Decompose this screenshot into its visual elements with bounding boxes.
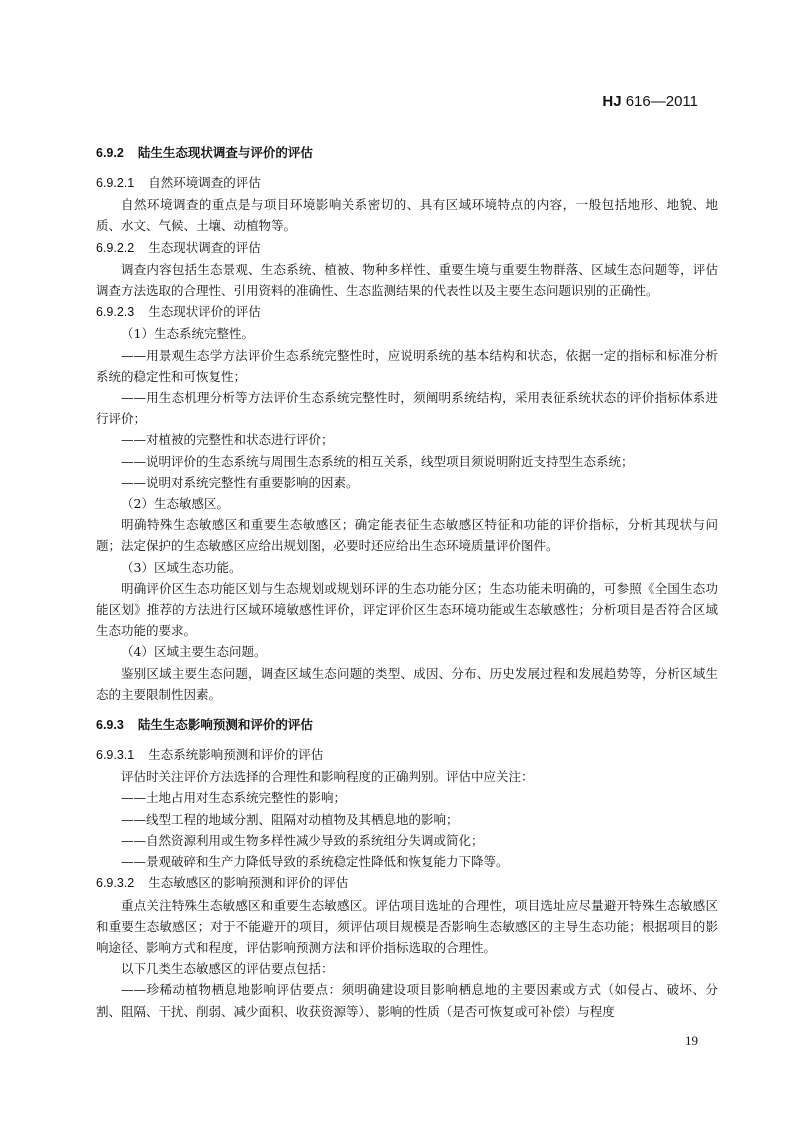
paragraph: 评估时关注评价方法选择的合理性和影响程度的正确判别。评估中应关注： <box>121 769 534 785</box>
paragraph: 以下几类生态敏感区的评估要点包括： <box>121 961 334 977</box>
standard-code: HJ <box>602 93 622 110</box>
section-title: 生态系统影响预测和评价的评估 <box>148 747 324 763</box>
dash-item: ——珍稀动植物栖息地影响评估要点：须明确建设项目影响栖息地的主要因素或方式（如侵占、破坏、分割、阻隔、干扰、削弱、减少面积、收获资源等）、影响的性质（是否可恢复或可补偿）与程度 <box>96 982 718 1019</box>
section-number: 6.9.2.2 <box>96 240 135 255</box>
section-title: 生态现状调查的评估 <box>148 239 261 255</box>
dash-item: ——线型工程的地域分割、阻隔对动植物及其栖息地的影响； <box>121 811 459 827</box>
list-item-heading: （1）生态系统完整性。 <box>121 326 254 342</box>
section-heading-6-9-2-2 <box>96 237 718 259</box>
paragraph: 调查内容包括生态景观、生态系统、植被、物种多样性、重要生境与重要生物群落、区域生态问题等，评估调查方法选取的合理性、引用资料的准确性、生态监测结果的代表性以及主要生态问题识别的正确性。 <box>96 261 718 299</box>
list-item-heading: （4）区域主要生态问题。 <box>121 644 267 660</box>
section-number: 6.9.2.3 <box>96 305 135 320</box>
paragraph: 鉴别区域主要生态问题，调查区域生态问题的类型、成因、分布、历史发展过程和发展趋势等，分析区域生态的主要限制性因素。 <box>96 665 718 702</box>
standard-number: 616—2011 <box>621 93 698 110</box>
document-body <box>96 142 718 1022</box>
list-item-heading: （3）区域生态功能。 <box>121 559 242 575</box>
section-number: 6.9.3 <box>96 718 124 733</box>
dash-item: ——说明对系统完整性有重要影响的因素。 <box>121 474 359 490</box>
section-title: 自然环境调查的评估 <box>148 175 261 190</box>
section-heading-6-9-3 <box>96 714 718 736</box>
section-number: 6.9.3.2 <box>96 876 135 891</box>
list-item-heading: （2）生态敏感区。 <box>121 496 229 512</box>
paragraph: 明确特殊生态敏感区和重要生态敏感区；确定能表征生态敏感区特征和功能的评价指标，分析其现状与问题；法定保护的生态敏感区应给出规划图，必要时还应给出生态环境质量评价图件。 <box>96 517 718 554</box>
page-header <box>602 93 698 110</box>
section-heading-6-9-3-1 <box>96 744 718 766</box>
paragraph: 重点关注特殊生态敏感区和重要生态敏感区。评估项目选址的合理性，项目选址应尽量避开特殊生态敏感区和重要生态敏感区；对于不能避开的项目，须评估项目规模是否影响生态敏感区的主导生态功能；根据项目的影响途径、影响方式和程度，评估影响预测方法和评价指标选取的合理性。 <box>96 897 718 955</box>
dash-item: ——用生态机理分析等方法评价生态系统完整性时，须阐明系统结构，采用表征系统状态的评价指标体系进行评价； <box>96 390 718 427</box>
dash-item: ——土地占用对生态系统完整性的影响； <box>121 790 347 806</box>
section-title: 生态敏感区的影响预测和评价的评估 <box>148 875 349 891</box>
dash-item: ——用景观生态学方法评价生态系统完整性时，应说明系统的基本结构和状态，依据一定的指标和标准分析系统的稳定性和可恢复性； <box>96 347 718 384</box>
section-heading-6-9-2 <box>96 142 718 164</box>
dash-item: ——自然资源利用或生物多样性减少导致的系统组分失调或简化； <box>121 832 484 848</box>
section-number: 6.9.2.1 <box>96 176 135 190</box>
dash-item: ——说明评价的生态系统与周围生态系统的相互关系，线型项目须说明附近支持型生态系统； <box>121 453 634 469</box>
section-heading-6-9-3-2 <box>96 872 718 894</box>
section-title: 生态现状评价的评估 <box>148 304 261 320</box>
paragraph: 明确评价区生态功能区划与生态规划或规划环评的生态功能分区；生态功能未明确的，可参照《全国生态功能区划》推荐的方法进行区域环境敏感性评价，评定评价区生态环境功能或生态敏感性；分析项目是否符合区域生态功能的要求。 <box>96 580 718 639</box>
dash-item: ——对植被的完整性和状态进行评价； <box>121 432 334 448</box>
paragraph: 自然环境调查的重点是与项目环境影响关系密切的、具有区域环境特点的内容，一般包括地形、地貌、地质、水文、气候、土壤、动植物等。 <box>96 197 718 234</box>
section-heading-6-9-2-1 <box>96 172 718 194</box>
page-number: 19 <box>685 1033 698 1048</box>
dash-item: ——景观破碎和生产力降低导致的系统稳定性降低和恢复能力下降等。 <box>121 854 509 870</box>
section-title: 陆生生态影响预测和评价的评估 <box>137 717 313 733</box>
section-heading-6-9-2-3 <box>96 301 718 323</box>
section-number: 6.9.2 <box>96 146 124 160</box>
section-title: 陆生生态现状调查与评价的评估 <box>137 145 313 160</box>
section-number: 6.9.3.1 <box>96 748 135 763</box>
